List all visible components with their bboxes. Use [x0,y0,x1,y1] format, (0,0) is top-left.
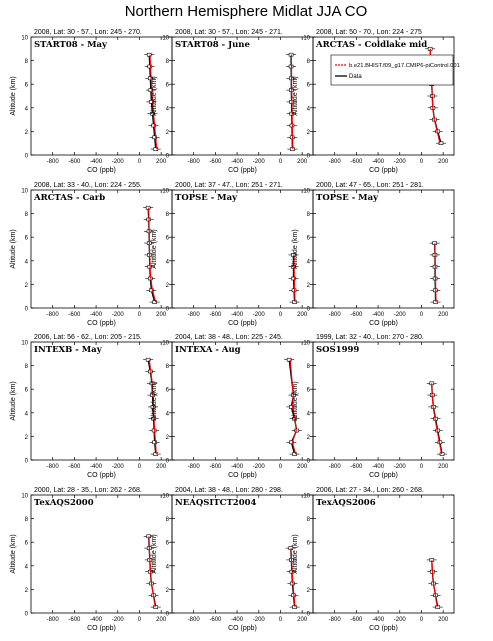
y-tick-label: 2 [165,282,169,289]
y-tick-label: 6 [165,82,169,89]
x-axis-label: CO (ppb) [87,472,116,479]
campaign-label: START08 - May [34,40,107,50]
legend-data-label: Data [349,74,362,80]
panel-header: 2004, Lat: 38 - 48., Lon: 280 - 298. [175,487,283,494]
y-tick-label: 8 [165,59,169,66]
x-tick-label: 0 [419,464,424,470]
x-tick-label: -400 [90,312,103,318]
x-tick-label: -800 [187,159,200,165]
x-tick-label: -600 [209,159,222,165]
y-tick-label: 8 [24,212,28,219]
y-tick-label: 2 [165,129,169,136]
x-tick-label: 200 [156,617,167,623]
campaign-label: TexAQS2000 [34,498,94,508]
x-tick-label: -600 [209,617,222,623]
x-tick-label: 0 [278,617,283,623]
y-tick-label: 4 [306,564,310,571]
data-point [153,301,157,304]
y-axis-label: Altitude (km) [292,534,299,574]
x-tick-label: 200 [156,159,167,165]
y-tick-label: 0 [306,153,310,160]
x-tick-label: -600 [68,312,81,318]
x-tick-label: -800 [46,312,59,318]
x-tick-label: -400 [90,159,103,165]
chart-panel-10 [10,487,172,632]
y-tick-label: 10 [21,340,28,347]
y-tick-label: 0 [24,611,28,618]
y-tick-label: 0 [306,611,310,618]
y-tick-label: 2 [306,434,310,441]
x-axis-label: CO (ppb) [369,167,398,174]
x-axis-label: CO (ppb) [228,625,257,632]
x-tick-label: -600 [68,159,81,165]
x-tick-label: -800 [46,464,59,470]
y-axis-label: Altitude (km) [292,229,299,269]
y-tick-label: 2 [24,129,28,136]
y-tick-label: 0 [165,306,169,313]
x-tick-label: 200 [438,159,449,165]
x-axis-label: CO (ppb) [369,625,398,632]
x-tick-label: -800 [328,464,341,470]
y-tick-label: 0 [165,611,169,618]
x-axis-label: CO (ppb) [369,320,398,327]
x-tick-label: 0 [137,312,142,318]
y-tick-label: 0 [24,458,28,465]
chart-panel-1 [10,29,172,174]
y-axis-label: Altitude (km) [10,381,17,421]
x-tick-label: -800 [328,159,341,165]
y-tick-label: 2 [306,587,310,594]
y-tick-label: 2 [24,587,28,594]
panel-header: 2008, Lat: 50 - 70., Lon: 224 - 275 [316,29,422,36]
x-tick-label: 200 [156,312,167,318]
y-tick-label: 8 [24,59,28,66]
x-tick-label: 200 [438,464,449,470]
x-tick-label: -200 [393,464,406,470]
y-tick-label: 8 [24,517,28,524]
y-tick-label: 8 [306,212,310,219]
x-tick-label: -400 [90,617,103,623]
y-tick-label: 10 [162,340,169,347]
y-tick-label: 4 [24,259,28,266]
x-tick-label: 200 [438,617,449,623]
y-axis-label: Altitude (km) [10,229,17,269]
x-tick-label: 0 [419,312,424,318]
y-tick-label: 4 [165,259,169,266]
campaign-label: ARCTAS - Coldlake mid [316,40,428,50]
y-axis-label: Altitude (km) [151,534,158,574]
x-tick-label: -600 [68,617,81,623]
x-tick-label: -400 [372,312,385,318]
y-tick-label: 8 [24,364,28,371]
x-axis-label: CO (ppb) [369,472,398,479]
y-tick-label: 10 [21,35,28,42]
y-tick-label: 0 [306,458,310,465]
x-tick-label: 200 [297,617,308,623]
data-point [293,453,297,456]
x-tick-label: -600 [350,464,363,470]
x-axis-label: CO (ppb) [228,167,257,174]
panel-header: 2006, Lat: 56 - 62., Lon: 205 - 215. [34,334,142,341]
x-tick-label: -200 [393,159,406,165]
panel-header: 2004, Lat: 38 - 48., Lon: 225 - 245. [175,334,283,341]
x-tick-label: 200 [297,464,308,470]
x-tick-label: -400 [231,464,244,470]
x-tick-label: 0 [278,312,283,318]
y-tick-label: 6 [24,82,28,89]
y-tick-label: 4 [306,411,310,418]
x-tick-label: -200 [111,617,124,623]
y-tick-label: 8 [306,59,310,66]
x-tick-label: 200 [156,464,167,470]
figure-title: Northern Hemisphere Midlat JJA CO [124,3,368,20]
y-tick-label: 0 [24,153,28,160]
x-tick-label: -400 [231,617,244,623]
x-tick-label: 0 [419,617,424,623]
x-tick-label: 0 [278,159,283,165]
x-tick-label: -800 [328,312,341,318]
y-tick-label: 10 [162,493,169,500]
x-axis-label: CO (ppb) [228,472,257,479]
x-tick-label: -600 [209,464,222,470]
y-tick-label: 4 [24,106,28,113]
x-tick-label: -200 [111,312,124,318]
chart-panel-3 [292,29,460,174]
y-tick-label: 4 [306,259,310,266]
campaign-label: ARCTAS - Carb [34,193,106,203]
y-tick-label: 0 [24,306,28,313]
x-tick-label: -600 [68,464,81,470]
campaign-label: START08 - June [175,40,250,50]
x-tick-label: -800 [187,312,200,318]
panel-header: 2000, Lat: 28 - 35., Lon: 262 - 268. [34,487,142,494]
x-tick-label: -800 [46,159,59,165]
data-point [146,206,150,209]
panel-header: 2008, Lat: 30 - 57., Lon: 245 - 270. [34,29,142,36]
x-tick-label: -200 [393,617,406,623]
y-tick-label: 8 [165,212,169,219]
y-tick-label: 10 [21,188,28,195]
x-tick-label: -600 [350,312,363,318]
chart-panel-7 [10,334,172,479]
y-tick-label: 6 [306,387,310,394]
data-point [148,65,152,68]
y-tick-label: 2 [24,282,28,289]
campaign-label: SOS1999 [316,345,360,355]
y-tick-label: 4 [165,106,169,113]
chart-panel-2 [151,29,313,174]
y-tick-label: 10 [21,493,28,500]
y-tick-label: 2 [306,282,310,289]
y-axis-label: Altitude (km) [292,381,299,421]
y-tick-label: 6 [24,540,28,547]
panel-grid [10,29,460,632]
x-tick-label: -800 [328,617,341,623]
x-tick-label: 0 [137,464,142,470]
x-tick-label: 200 [297,159,308,165]
chart-panel-12 [292,487,454,632]
chart-panel-9 [292,334,454,479]
chart-panel-5 [151,182,313,327]
panel-header: 2008, Lat: 33 - 40., Lon: 224 - 255. [34,182,142,189]
y-tick-label: 10 [303,340,310,347]
campaign-label: INTEXB - May [34,345,102,355]
y-tick-label: 8 [165,517,169,524]
y-axis-label: Altitude (km) [151,381,158,421]
x-tick-label: -800 [187,617,200,623]
panel-header: 2000, Lat: 47 - 65., Lon: 251 - 281. [316,182,424,189]
campaign-label: TOPSE - May [316,193,379,203]
x-tick-label: -400 [231,159,244,165]
x-tick-label: 200 [438,312,449,318]
x-tick-label: 0 [137,159,142,165]
y-axis-label: Altitude (km) [151,76,158,116]
y-tick-label: 6 [165,235,169,242]
x-tick-label: -200 [252,464,265,470]
y-tick-label: 4 [306,106,310,113]
y-tick-label: 6 [306,235,310,242]
y-tick-label: 2 [165,587,169,594]
y-tick-label: 0 [165,458,169,465]
y-tick-label: 10 [303,493,310,500]
x-tick-label: 200 [297,312,308,318]
y-tick-label: 0 [306,306,310,313]
x-tick-label: 0 [419,159,424,165]
x-tick-label: -400 [372,464,385,470]
x-tick-label: -200 [252,159,265,165]
x-axis-label: CO (ppb) [87,167,116,174]
y-tick-label: 10 [162,188,169,195]
y-axis-label: Altitude (km) [292,76,299,116]
x-tick-label: -800 [187,464,200,470]
data-point [154,606,158,609]
x-tick-label: -600 [350,617,363,623]
y-tick-label: 2 [24,434,28,441]
y-tick-label: 6 [24,387,28,394]
data-point [436,606,440,609]
chart-panel-4 [10,182,172,327]
y-tick-label: 8 [306,517,310,524]
x-tick-label: -400 [372,617,385,623]
y-tick-label: 8 [165,364,169,371]
y-axis-label: Altitude (km) [151,229,158,269]
x-tick-label: -400 [372,159,385,165]
x-axis-label: CO (ppb) [87,320,116,327]
y-axis-label: Altitude (km) [10,534,17,574]
legend [331,55,460,85]
y-tick-label: 6 [165,540,169,547]
campaign-label: INTEXA - Aug [175,345,241,355]
y-tick-label: 4 [165,411,169,418]
x-axis-label: CO (ppb) [228,320,257,327]
y-tick-label: 10 [303,188,310,195]
x-tick-label: 0 [137,617,142,623]
y-tick-label: 4 [24,564,28,571]
legend-box [331,55,453,85]
y-tick-label: 6 [24,235,28,242]
legend-model-label: b.e21.BHIST.f09_g17.CMIP6-piControl.001 [349,63,460,69]
chart-panel-8 [151,334,313,479]
y-tick-label: 10 [303,35,310,42]
y-tick-label: 4 [24,411,28,418]
panel-header: 2000, Lat: 37 - 47., Lon: 251 - 271. [175,182,283,189]
panel-header: 1999, Lat: 32 - 40., Lon: 270 - 280. [316,334,424,341]
chart-panel-11 [151,487,313,632]
y-tick-label: 6 [306,540,310,547]
y-tick-label: 2 [306,129,310,136]
campaign-label: NEAQSITCT2004 [175,498,257,508]
x-tick-label: -200 [252,617,265,623]
campaign-label: TexAQS2006 [316,498,376,508]
y-tick-label: 0 [165,153,169,160]
x-tick-label: -600 [350,159,363,165]
y-tick-label: 10 [162,35,169,42]
x-tick-label: 0 [278,464,283,470]
x-tick-label: -200 [252,312,265,318]
y-tick-label: 4 [165,564,169,571]
data-point [440,453,444,456]
x-tick-label: -400 [90,464,103,470]
y-tick-label: 8 [306,364,310,371]
campaign-label: TOPSE - May [175,193,238,203]
y-tick-label: 6 [165,387,169,394]
x-tick-label: -600 [209,312,222,318]
panel-header: 2008, Lat: 30 - 57., Lon: 245 - 271. [175,29,283,36]
x-tick-label: -200 [111,159,124,165]
y-axis-label: Altitude (km) [10,76,17,116]
y-tick-label: 6 [306,82,310,89]
x-axis-label: CO (ppb) [87,625,116,632]
x-tick-label: -200 [111,464,124,470]
y-tick-label: 2 [165,434,169,441]
x-tick-label: -200 [393,312,406,318]
panel-header: 2006, Lat: 27 - 34., Lon: 260 - 268. [316,487,424,494]
chart-panel-6 [292,182,454,327]
x-tick-label: -400 [231,312,244,318]
x-tick-label: -800 [46,617,59,623]
